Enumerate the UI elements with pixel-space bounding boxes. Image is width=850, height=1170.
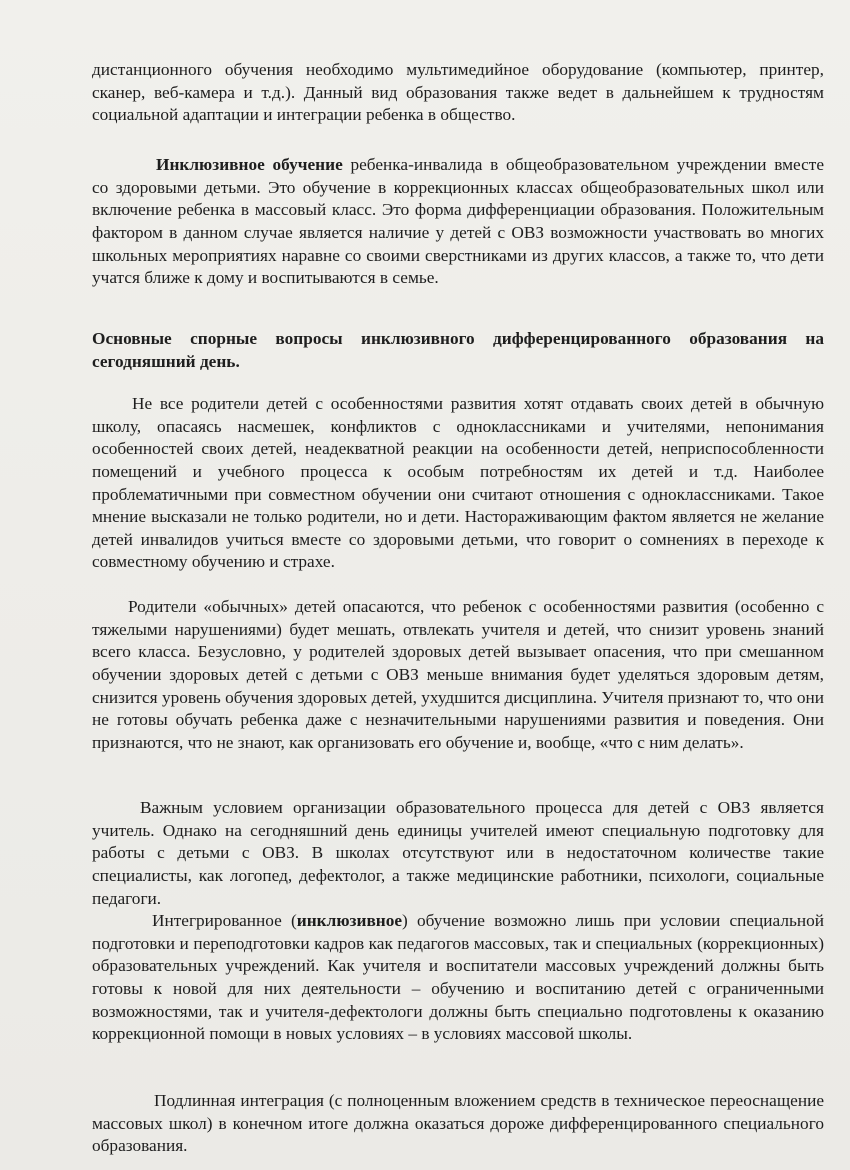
paragraph-integrated-learning [92, 910, 824, 1046]
paragraph-true-integration: Подлинная интеграция (с полноценным вложением средств в техническое переоснащение массовых школ) в конечном итоге должна оказаться дороже дифференцированного специального образования. [92, 1091, 824, 1156]
term-inclusive-learning: Инклюзивное обучение [156, 155, 343, 175]
inclusive-learning-description: ребенка-инвалида в общеобразовательном учреждении вместе со здоровыми детьми. Это обучение в коррекционных классах общеобразовательных школ или включение ребенка в массовый класс. Это форма дифференциации образования. Положительным фактором в данном случае является наличие у детей с ОВЗ возможности участвовать во многих школьных мероприятиях наравне со своими сверстниками из других классов, а также то, что дети учатся ближе к дому и воспитываются в семье. [92, 155, 825, 288]
paragraph-inclusive-learning [92, 154, 824, 290]
integrated-start: Интегрированное ( [152, 911, 297, 931]
integrated-rest: ) обучение возможно лишь при условии специальной подготовки и переподготовки кадров как педагогов массовых, так и специальных (коррекционных) образовательных учреждений. Как учителя и воспитатели массовых учреждений должны быть готовы к новой для них деятельности – обучению и воспитанию детей с ограниченными возможностями, так и учителя-дефектологи должны быть специально подготовлены к оказанию коррекционной помощи в новых условиях – в условиях массовой школы. [92, 911, 824, 1044]
paragraph-distance-learning: дистанционного обучения необходимо мультимедийное оборудование (компьютер, принтер, сканер, веб-камера и т.д.). Данный вид образования также ведет в дальнейшем к трудностям социальной адаптации и интеграции ребенка в общество. [92, 60, 824, 125]
paragraph-ordinary-parents: Родители «обычных» детей опасаются, что ребенок с особенностями развития (особенно с тяжелыми нарушениями) будет мешать, отвлекать учителя и детей, что снизит уровень знаний всего класса. Безусловно, у родителей здоровых детей вызывает опасения, что при смешанном обучении здоровых детей с детьми с ОВЗ меньше внимания будет уделяться здоровым детям, снизится уровень обучения здоровых детей, ухудшится дисциплина. Учителя признают то, что они не готовы обучать ребенка даже с незначительными нарушениями развития и поведения. Они признаются, что не знают, как организовать его обучение и, вообще, «что с ним делать». [92, 597, 824, 752]
paragraph-teacher-condition: Важным условием организации образовательного процесса для детей с ОВЗ является учитель. Однако на сегодняшний день единицы учителей имеют специальную подготовку для работы с детьми с ОВЗ. В школах отсутствуют или в недостаточном количестве такие специалисты, как логопед, дефектолог, а также медицинские работники, психологи, социальные педагоги. [92, 798, 824, 908]
term-inclusive: инклюзивное [296, 911, 403, 931]
paragraph-parents-concerns: Не все родители детей с особенностями развития хотят отдавать своих детей в обычную школу, опасаясь насмешек, конфликтов с одноклассниками и учителями, непонимания особенностей своих детей, неадекватной реакции на особенности детей, неприспособленности помещений и учебного процесса к особым потребностям их детей и т.д. Наиболее проблематичными при совместном обучении они считают отношения с одноклассниками. Такое мнение высказали не только родители, но и дети. Настораживающим фактом является не желание детей инвалидов учиться вместе со здоровыми детьми, что говорит о сомнениях в переходе к совместному обучению и страхе. [92, 394, 824, 572]
section-heading: Основные спорные вопросы инклюзивного дифференцированного образования на сегодняшний день. [92, 329, 824, 371]
